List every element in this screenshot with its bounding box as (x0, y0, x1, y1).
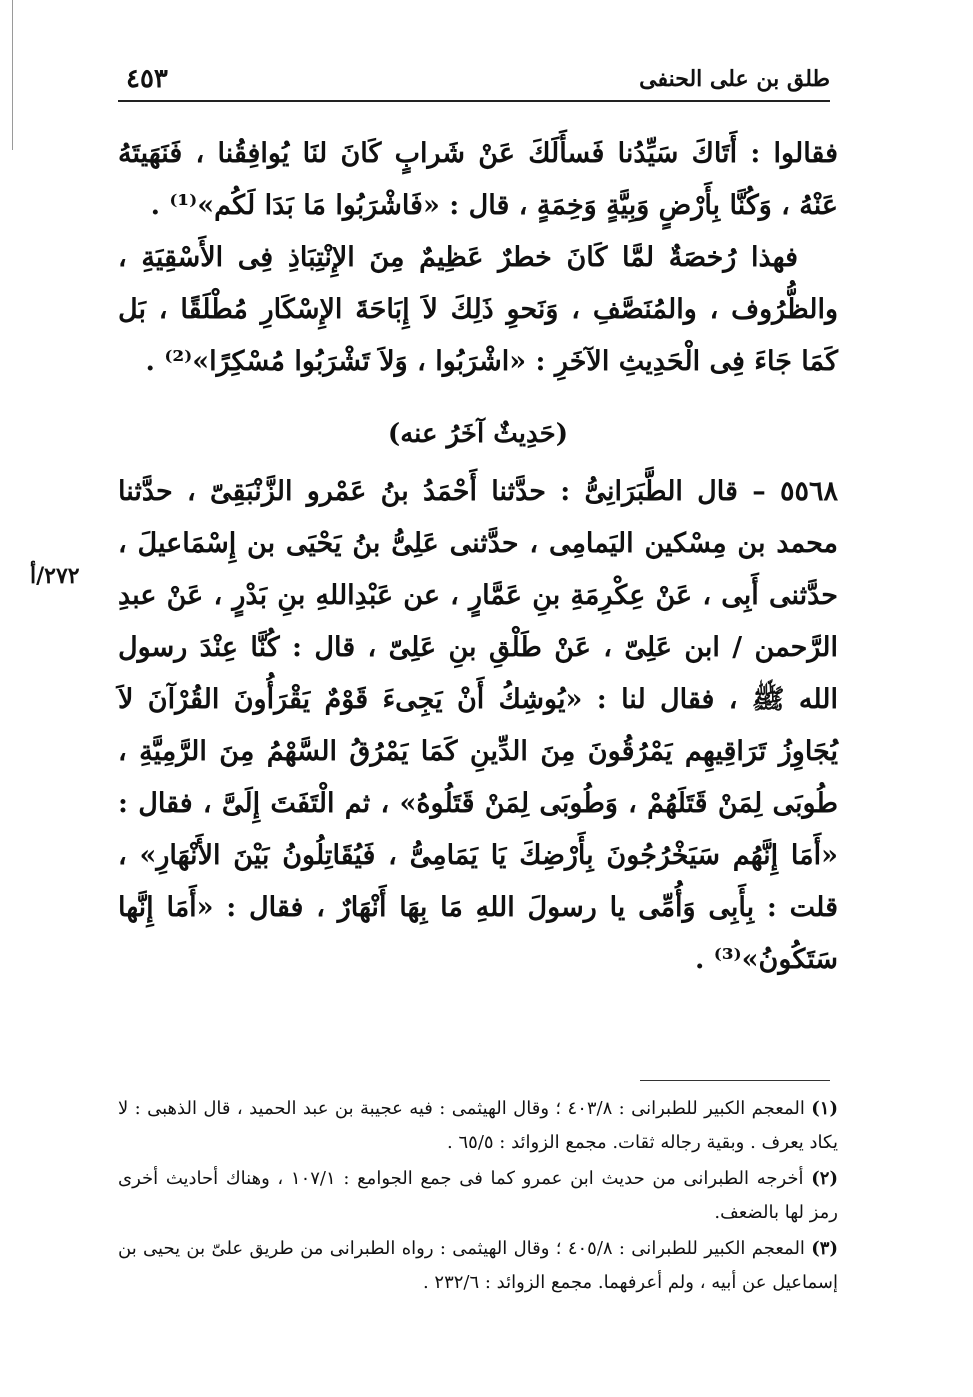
hadith-text: قال الطَّبَرَانِىُّ : حدَّثنا أَحْمَدُ بنُ عَمْرو الزَّنْبَقِىّ ، حدَّثنا محمد بن مِسْكين اليَمامِى ، حدَّثنى عَلِىُّ بنُ يَحْيَى بن إِسْمَاعيلَ ، حدَّثنى أَبِى ، عَنْ عِكْرِمَةِ بنِ عَمَّارٍ ، عن عَبْدِاللهِ بنِ بَدْرٍ ، عَنْ عبدِ الرَّحمن / ابن عَلِىّ ، عَنْ طَلْقِ بنِ عَلِىّ ، قال : كُنَّا عِنْدَ رسول الله ﷺ ، فقال لنا : «يُوشِكُ أَنْ يَجِىءَ قَوْمٌ يَقْرَأُونَ القُرْآنَ لاَ يُجَاوِزُ تَرَاقِيهِم يَمْرُقُونَ مِنَ الدِّينِ كَمَا يَمْرُقُ السَّهْمُ مِنَ الرَّمِيَّةِ ، طُوبَى لِمَنْ قَتَلَهُمْ ، وَطُوبَى لِمَنْ قَتَلُوهُ» ، ثم الْتَفَتَ إِلَىَّ ، فقال : «أَمَا إِنَّهُم سَيَخْرُجُونَ بِأَرْضِكَ يَا يَمَامِىُّ ، فَيُقَاتِلُونُ بَيْنَ الأَنْهَارِ» ، قلت : بِأَبِى وَأُمِّى يا رسولَ اللهِ مَا بِهَا أَنْهَارٌ ، فقال : «أَمَا إِنَّها سَتَكُونُ»⁽³⁾ . (118, 476, 838, 975)
footnote-text: المعجم الكبير للطبرانى : ٤٠٣/٨ ؛ وقال الهيثمى : فيه عجيبة بن عبد الحميد ، قال الذهبى : لا يكاد يعرف . وبقية رجاله ثقات. مجمع الزوائد : ٦٥/٥ . (118, 1098, 838, 1153)
footnote-marker: (١) (811, 1098, 838, 1119)
margin-folio-reference: ٢٧٢/أ (30, 563, 80, 589)
footnote-text: المعجم الكبير للطبرانى : ٤٠٥/٨ ؛ وقال الهيثمى : رواه الطبرانى من طريق علىّ بن يحيى بن إسماعيل عن أبيه ، ولم أعرفهما. مجمع الزوائد : ٢٣٢/٦ . (118, 1238, 838, 1293)
section-title: (حَدِيثٌ آخَرُ عنه) (387, 419, 569, 449)
footnote-2 (118, 1162, 838, 1230)
paragraph-1: فقالوا : أَتَاكَ سَيِّدُنا فَسأَلَكَ عَنْ شَرابٍ كَانَ لنَا يُوافِقُنا ، فَنَهَيتَهُ عَنْهُ ، وَكُنَّا بِأَرْضٍ وَبِيَّةٍ وَخِمَةٍ ، قال : «فَاشْرَبُوا مَا بَدَا لَكُم»⁽¹⁾ . (118, 138, 838, 221)
footnote-3 (118, 1232, 838, 1300)
page-header (118, 62, 830, 102)
footnote-marker: (٣) (811, 1238, 838, 1259)
hadith-number: ٥٥٦٨ – (752, 476, 839, 507)
footnotes (118, 1092, 838, 1302)
main-text (118, 128, 838, 986)
footnote-text: أخرجه الطبرانى من حديث ابن عمرو كما فى جمع الجوامع : ١٠٧/١ ، وهناك أحاديث أخرى رمز لها بالضعف. (118, 1168, 838, 1223)
hadith-paragraph (118, 466, 838, 986)
footnote-separator (640, 1080, 830, 1081)
paragraph-2: فهذا رُخصَةٌ لمَّا كَانَ خطرٌ عَظِيمٌ مِنَ الإِنْتِبَاذِ فِى الأَسْقِيَةِ ، والظُّرُوف ، والمُنَصَّفِ ، وَنَحوِ ذَلِكَ لاَ إِبَاحَةَ الإِسْكَارِ مُطْلَقًا ، بَل كَمَا جَاءَ فِى الْحَدِيثِ الآخَرِ : «اشْرَبُوا ، وَلاَ تَشْرَبُوا مُسْكِرًا»⁽²⁾ . (118, 242, 838, 377)
page-edge-rule (12, 0, 13, 150)
footnote-1 (118, 1092, 838, 1160)
running-title: طلق بن على الحنفى (639, 66, 830, 92)
footnote-marker: (٢) (811, 1168, 838, 1189)
page-number: ٤٥٣ (126, 64, 168, 94)
